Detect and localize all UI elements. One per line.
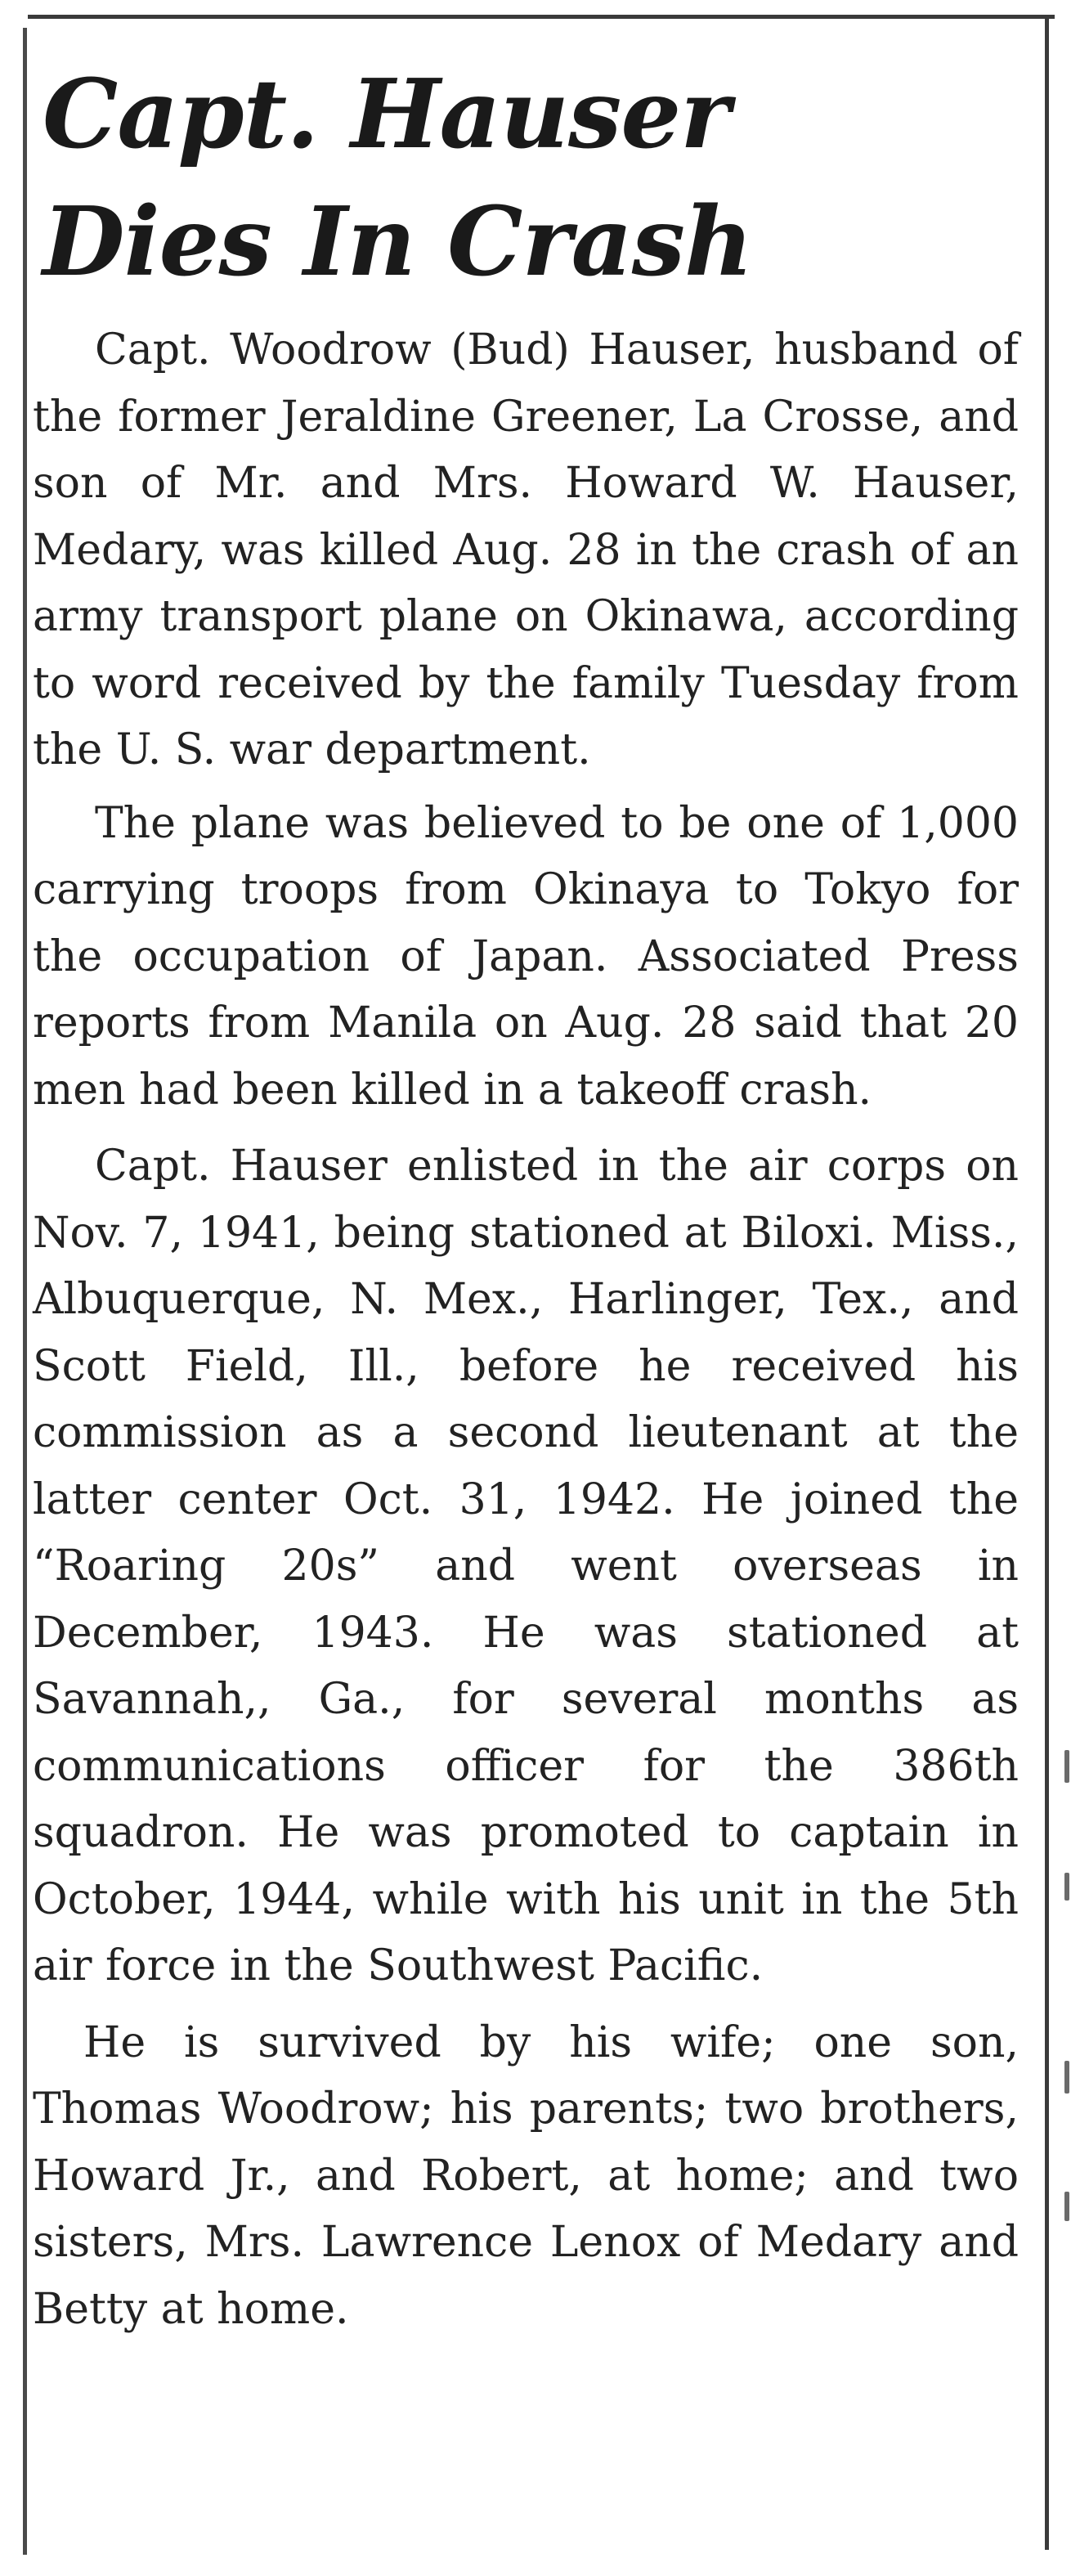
adjacent-column-fragment <box>1064 1750 1069 1783</box>
article-paragraph-1: Capt. Woodrow (Bud) Hauser, husband of the former Jeraldine Greener, La Crosse, and son of Mr. and Mrs. Howard W. Hauser, Medary, was killed Aug. 28 in the crash of an army transport plane on Okinawa, according to word received by the family Tuesday from the U. S. war department. <box>33 325 1019 774</box>
headline-line-1: Capt. Hauser <box>43 59 730 170</box>
article-paragraph-3: Capt. Hauser enlisted in the air corps on Nov. 7, 1941, being stationed at Biloxi. Miss., Albuquerque, N. Mex., Harlinger, Tex., and Scott Field, Ill., before he received his commission as a second lieutenant at the latter center Oct. 31, 1942. He joined the “Roaring 20s” and went overseas in December, 1943. He was stationed at Savannah,, Ga., for several months as communications officer for the 386th squadron. He was promoted to captain in October, 1944, while with his unit in the 5th air force in the Southwest Pacific. <box>33 1142 1019 1990</box>
adjacent-column-fragment <box>1064 1873 1069 1901</box>
article-headline <box>43 51 1024 306</box>
left-column-rule <box>23 28 27 2555</box>
headline-line-2: Dies In Crash <box>43 186 753 298</box>
article-paragraph-4: He is survived by his wife; one son, Thomas Woodrow; his parents; two brothers, Howard Jr., and Robert, at home; and two sisters, Mrs. Lawrence Lenox of Medary and Betty at home. <box>33 2017 1019 2334</box>
adjacent-column-fragment <box>1064 2061 1069 2094</box>
top-column-rule <box>28 15 1055 19</box>
right-column-rule <box>1045 15 1049 2550</box>
article-body <box>33 317 1019 2343</box>
adjacent-column-fragment <box>1064 2192 1069 2221</box>
article-paragraph-2: The plane was believed to be one of 1,000 carrying troops from Okinaya to Tokyo for the occupation of Japan. Associated Press reports from Manila on Aug. 28 said that 20 men had been killed in a takeoff crash. <box>33 798 1019 1115</box>
